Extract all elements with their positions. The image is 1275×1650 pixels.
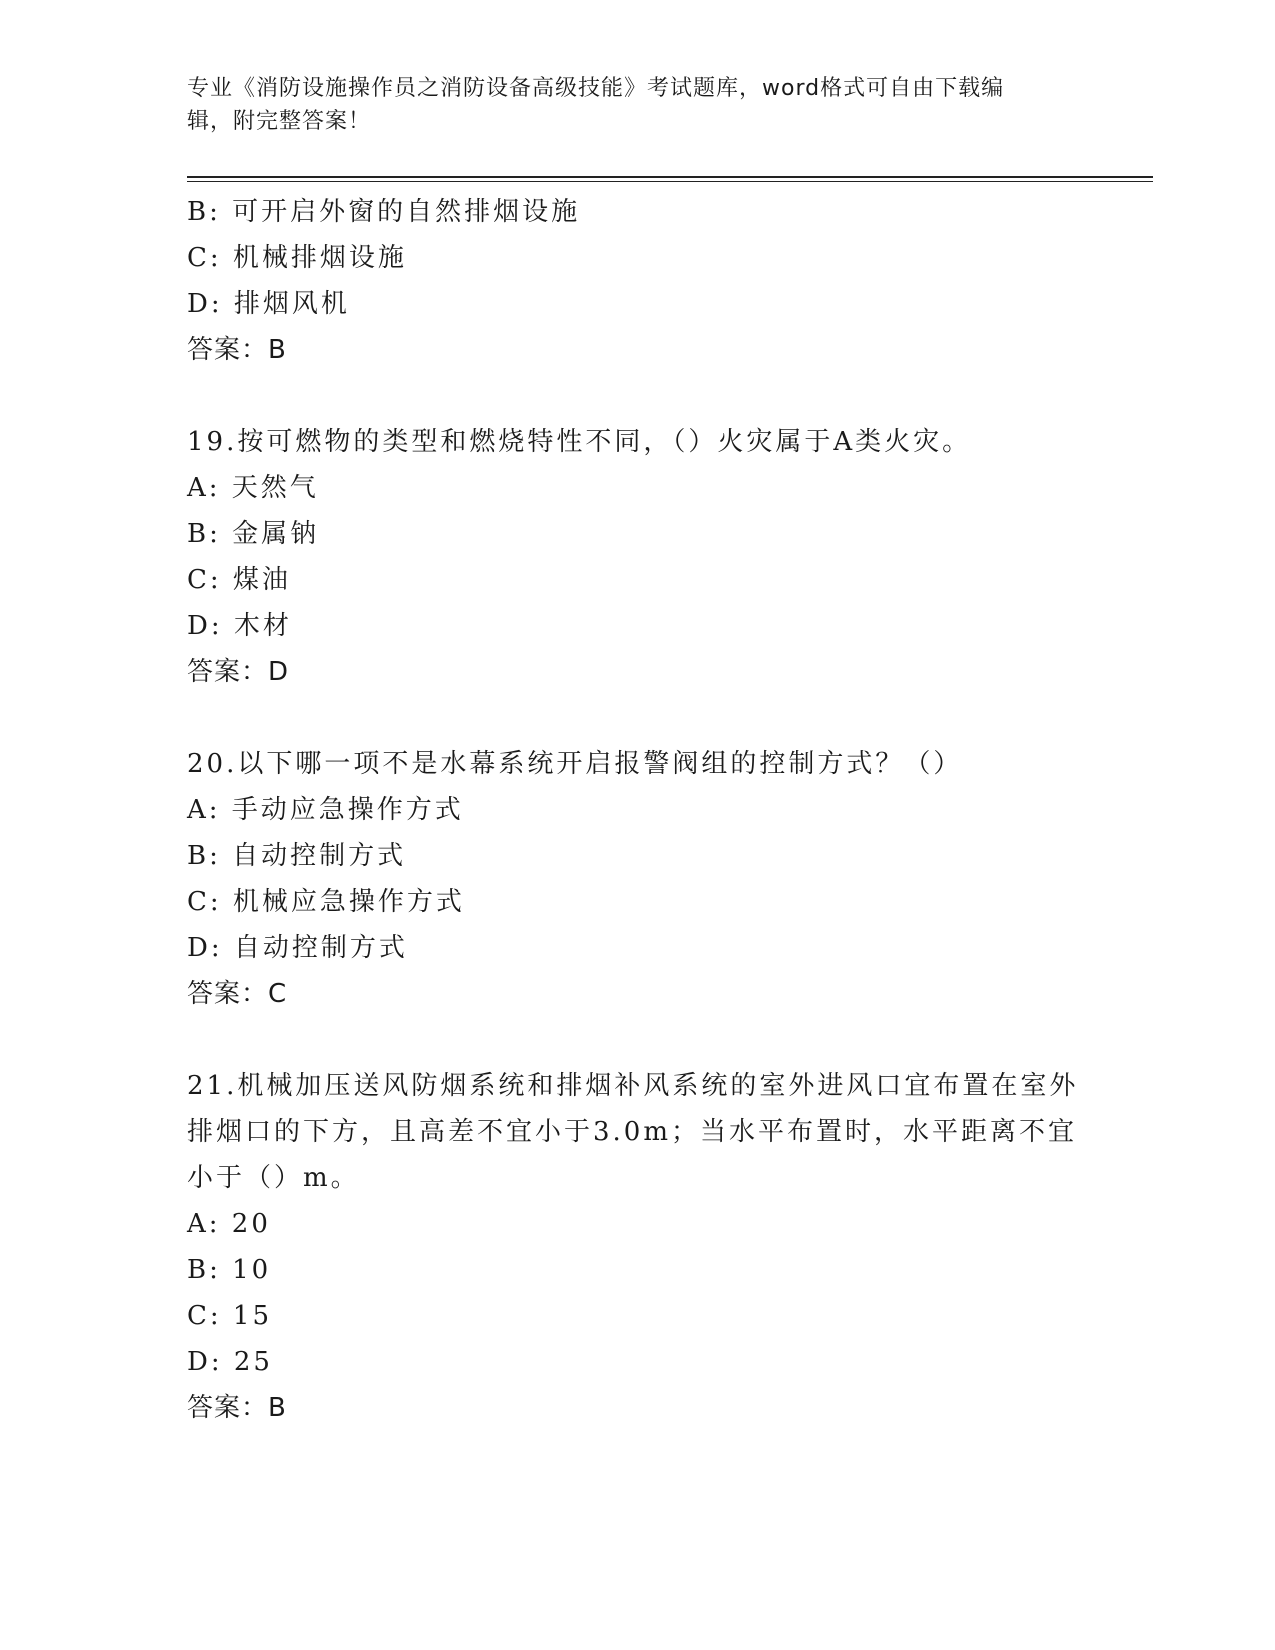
option-b: B: 可开启外窗的自然排烟设施 (187, 197, 581, 227)
option-a: A: 天然气 (187, 473, 319, 503)
option-b: B: 自动控制方式 (187, 841, 407, 871)
question-list (187, 189, 1087, 1431)
option-d: D: 木材 (187, 611, 292, 641)
question-stem-line-1: 21.机械加压送风防烟系统和排烟补风系统的室外进风口宜布置在室外 (187, 1071, 1079, 1101)
spacer (187, 1017, 1087, 1063)
header-line-1: 专业《消防设施操作员之消防设备高级技能》考试题库，word格式可自由下载编 (187, 76, 1005, 101)
question-stem: 20.以下哪一项不是水幕系统开启报警阀组的控制方式？（） (187, 749, 963, 779)
option-c: C: 机械应急操作方式 (187, 887, 465, 917)
option-a: A: 手动应急操作方式 (187, 795, 464, 825)
option-d: D: 自动控制方式 (187, 933, 408, 963)
header-divider-thick (187, 176, 1153, 178)
question-21 (187, 1063, 1087, 1431)
option-c: C: 15 (187, 1301, 273, 1331)
option-c: C: 机械排烟设施 (187, 243, 407, 273)
question-20 (187, 741, 1087, 1017)
question-18 (187, 189, 1087, 373)
spacer (187, 373, 1087, 419)
spacer (187, 695, 1087, 741)
answer: 答案：B (187, 335, 287, 365)
option-c: C: 煤油 (187, 565, 291, 595)
document-header (187, 72, 1067, 138)
question-19 (187, 419, 1087, 695)
question-stem-line-2: 排烟口的下方，且高差不宜小于3.0m；当水平布置时，水平距离不宜 (187, 1117, 1078, 1147)
answer: 答案：D (187, 657, 290, 687)
option-b: B: 10 (187, 1255, 272, 1285)
option-d: D: 排烟风机 (187, 289, 350, 319)
header-divider-thin (187, 181, 1153, 182)
option-d: D: 25 (187, 1347, 273, 1377)
header-line-2: 辑，附完整答案！ (187, 109, 372, 134)
question-stem-line-3: 小于（）m。 (187, 1163, 360, 1193)
answer: 答案：C (187, 979, 288, 1009)
option-a: A: 20 (187, 1209, 271, 1239)
question-stem: 19.按可燃物的类型和燃烧特性不同，（）火灾属于A类火灾。 (187, 427, 972, 457)
option-b: B: 金属钠 (187, 519, 320, 549)
answer: 答案：B (187, 1393, 287, 1423)
